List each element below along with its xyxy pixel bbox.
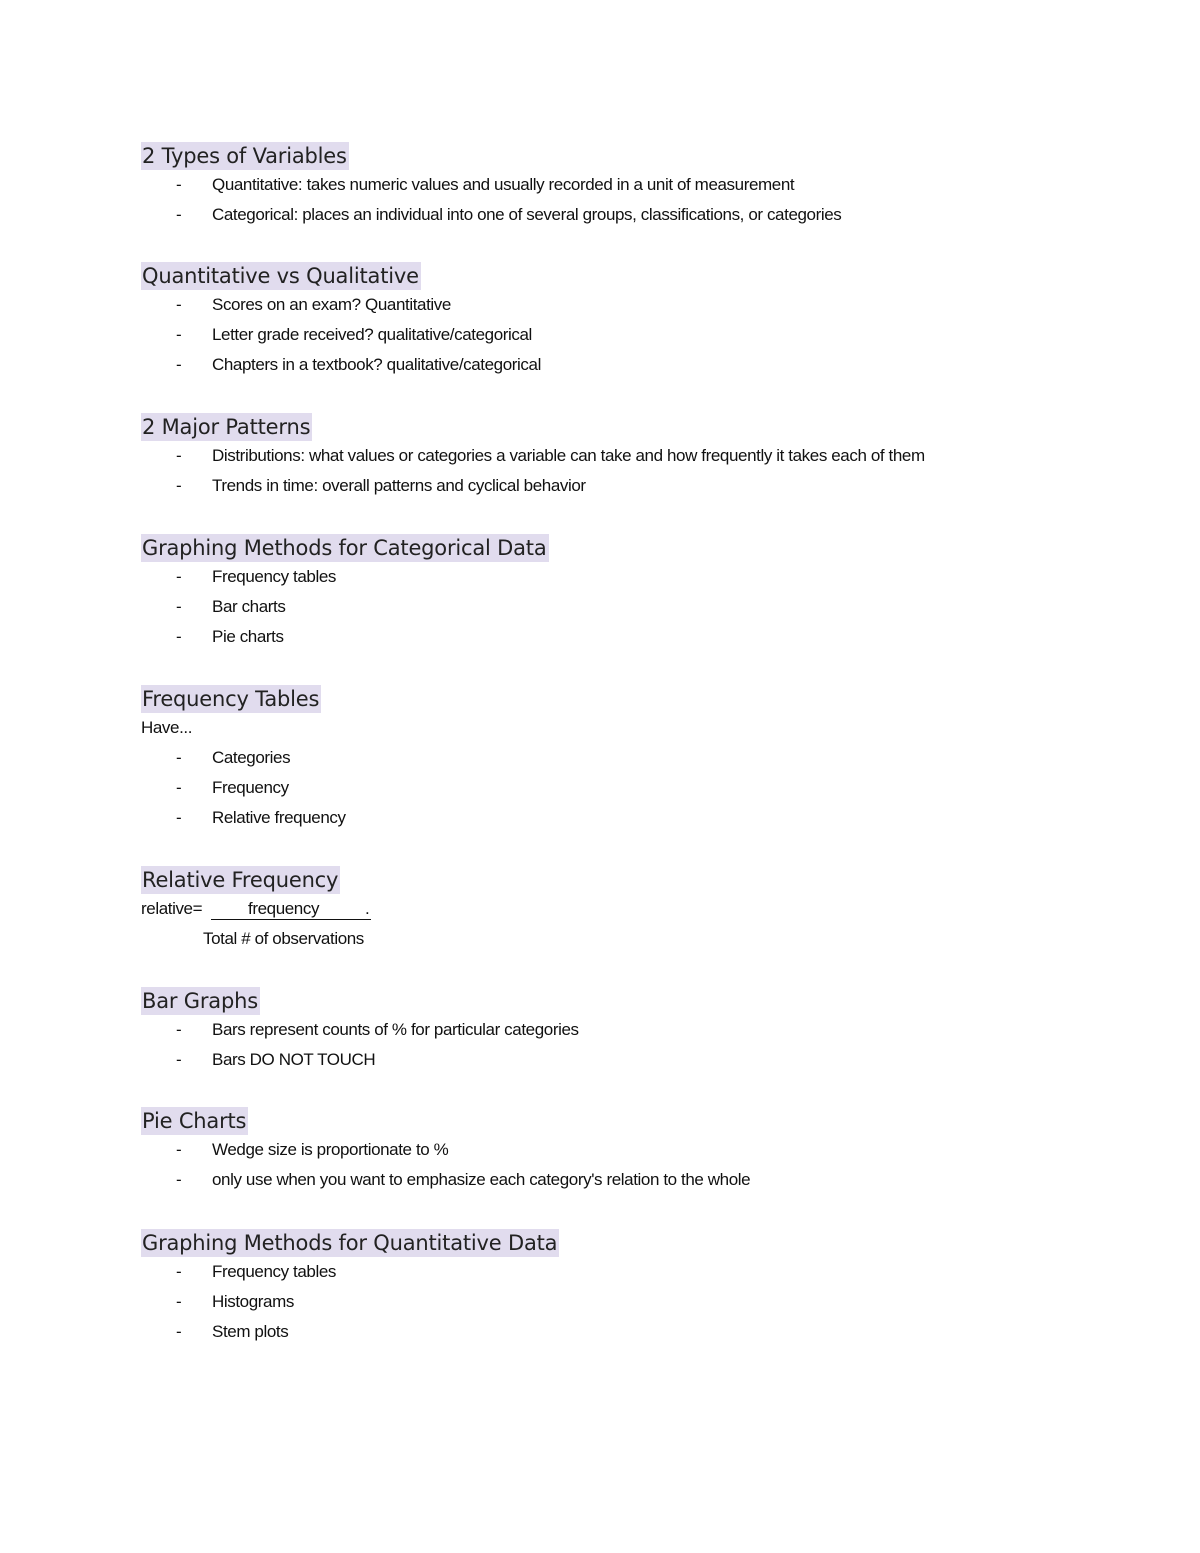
- section-frequency-tables: [141, 685, 346, 833]
- dash-bullet: -: [176, 446, 182, 465]
- section-heading: Relative Frequency: [142, 868, 339, 892]
- list-item: - Frequency tables: [141, 562, 549, 592]
- relative-frequency-formula: [141, 894, 370, 924]
- list-item: - Bars represent counts of % for particular categories: [141, 1015, 260, 1045]
- bullet-list: [141, 1135, 751, 1195]
- bullet-list: [141, 441, 925, 501]
- dash-bullet: -: [176, 295, 182, 314]
- section-major-patterns: [141, 413, 925, 501]
- section-graphing-quantitative: [141, 1229, 559, 1347]
- section-heading: 2 Major Patterns: [142, 415, 311, 439]
- section-types-of-variables: [141, 142, 842, 230]
- dash-bullet: -: [176, 175, 182, 194]
- bullet-list: [141, 743, 346, 833]
- formula-numerator: frequency: [248, 899, 320, 918]
- list-item: - Relative frequency: [141, 803, 321, 833]
- bullet-list: [141, 290, 541, 380]
- formula-label: relative=: [141, 899, 203, 918]
- dash-bullet: -: [176, 1050, 182, 1069]
- bullet-list: [141, 170, 842, 230]
- list-item: - Categories: [141, 743, 321, 773]
- list-item: - Trends in time: overall patterns and cyclical behavior: [141, 471, 312, 501]
- dash-bullet: -: [176, 1322, 182, 1341]
- list-item: - Distributions: what values or categories a variable can take and how frequently it takes each of them: [141, 441, 312, 471]
- formula-period: .: [365, 899, 370, 918]
- list-item: - Categorical: places an individual into one of several groups, classifications, or categories: [141, 200, 349, 230]
- dash-bullet: -: [176, 808, 182, 827]
- list-item: - Frequency tables: [141, 1257, 559, 1287]
- dash-bullet: -: [176, 1262, 182, 1281]
- section-heading: Graphing Methods for Quantitative Data: [142, 1231, 558, 1255]
- section-heading: Graphing Methods for Categorical Data: [142, 536, 547, 560]
- list-item: - Scores on an exam? Quantitative: [141, 290, 421, 320]
- list-item: - only use when you want to emphasize each category's relation to the whole: [141, 1165, 248, 1195]
- dash-bullet: -: [176, 1020, 182, 1039]
- list-item: - Bar charts: [141, 592, 549, 622]
- section-relative-frequency: [141, 866, 370, 954]
- list-item: - Stem plots: [141, 1317, 559, 1347]
- bullet-list: [141, 1015, 579, 1075]
- bullet-list: [141, 1257, 559, 1347]
- dash-bullet: -: [176, 627, 182, 646]
- list-item: - Bars DO NOT TOUCH: [141, 1045, 260, 1075]
- list-item: - Frequency: [141, 773, 321, 803]
- dash-bullet: -: [176, 567, 182, 586]
- formula-denominator: Total # of observations: [203, 929, 364, 948]
- section-heading: Bar Graphs: [142, 989, 258, 1013]
- dash-bullet: -: [176, 748, 182, 767]
- list-item: - Pie charts: [141, 622, 549, 652]
- section-heading: Frequency Tables: [142, 687, 320, 711]
- section-graphing-categorical: [141, 534, 549, 652]
- list-item: - Wedge size is proportionate to %: [141, 1135, 248, 1165]
- section-heading: Pie Charts: [142, 1109, 247, 1133]
- list-item: - Histograms: [141, 1287, 559, 1317]
- section-heading: 2 Types of Variables: [142, 144, 347, 168]
- list-item: - Quantitative: takes numeric values and usually recorded in a unit of measurement: [141, 170, 349, 200]
- section-heading: Quantitative vs Qualitative: [142, 264, 419, 288]
- section-bar-graphs: [141, 987, 579, 1075]
- dash-bullet: -: [176, 205, 182, 224]
- dash-bullet: -: [176, 355, 182, 374]
- list-item: - Letter grade received? qualitative/categorical: [141, 320, 421, 350]
- dash-bullet: -: [176, 597, 182, 616]
- dash-bullet: -: [176, 325, 182, 344]
- dash-bullet: -: [176, 476, 182, 495]
- dash-bullet: -: [176, 1170, 182, 1189]
- section-quantitative-vs-qualitative: [141, 262, 541, 380]
- dash-bullet: -: [176, 1140, 182, 1159]
- list-item: - Chapters in a textbook? qualitative/categorical: [141, 350, 421, 380]
- intro-text: Have...: [141, 718, 193, 737]
- dash-bullet: -: [176, 1292, 182, 1311]
- formula-denominator-row: [141, 924, 364, 954]
- dash-bullet: -: [176, 778, 182, 797]
- bullet-list: [141, 562, 549, 652]
- section-pie-charts: [141, 1107, 751, 1195]
